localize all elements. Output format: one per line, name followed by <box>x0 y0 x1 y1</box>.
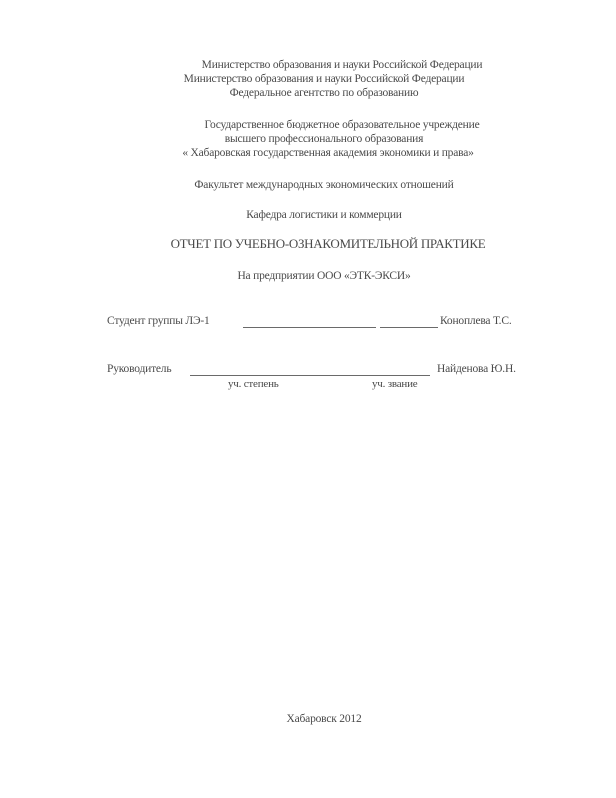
supervisor-signature-line <box>190 375 430 376</box>
student-name: Коноплева Т.С. <box>440 315 512 327</box>
supervisor-label: Руководитель <box>107 363 172 375</box>
title-caption: уч. звание <box>372 378 418 390</box>
report-title: ОТЧЕТ ПО УЧЕБНО-ОЗНАКОМИТЕЛЬНОЙ ПРАКТИКЕ <box>170 236 486 251</box>
institution-line-3: « Хабаровская государственная академия экономики и права» <box>182 147 474 159</box>
enterprise-line: На предприятии ООО «ЭТК-ЭКСИ» <box>237 270 411 282</box>
city-year: Хабаровск 2012 <box>286 713 362 725</box>
institution-line-1: Государственное бюджетное образовательное учреждение <box>204 119 480 131</box>
faculty-line: Факультет международных экономических отношений <box>194 179 454 191</box>
degree-caption: уч. степень <box>228 378 279 390</box>
student-date-line <box>380 327 438 328</box>
student-signature-line <box>243 327 376 328</box>
department-line: Кафедра логистики и коммерции <box>246 209 402 221</box>
supervisor-name: Найденова Ю.Н. <box>437 363 516 375</box>
ministry-line-1: Министерство образования и науки Российской Федерации <box>201 59 483 71</box>
agency-line: Федеральное агентство по образованию <box>229 87 419 99</box>
institution-line-2: высшего профессионального образования <box>224 133 424 145</box>
ministry-line-2: Министерство образования и науки Российской Федерации <box>183 73 465 85</box>
student-label: Студент группы ЛЭ-1 <box>107 315 210 327</box>
